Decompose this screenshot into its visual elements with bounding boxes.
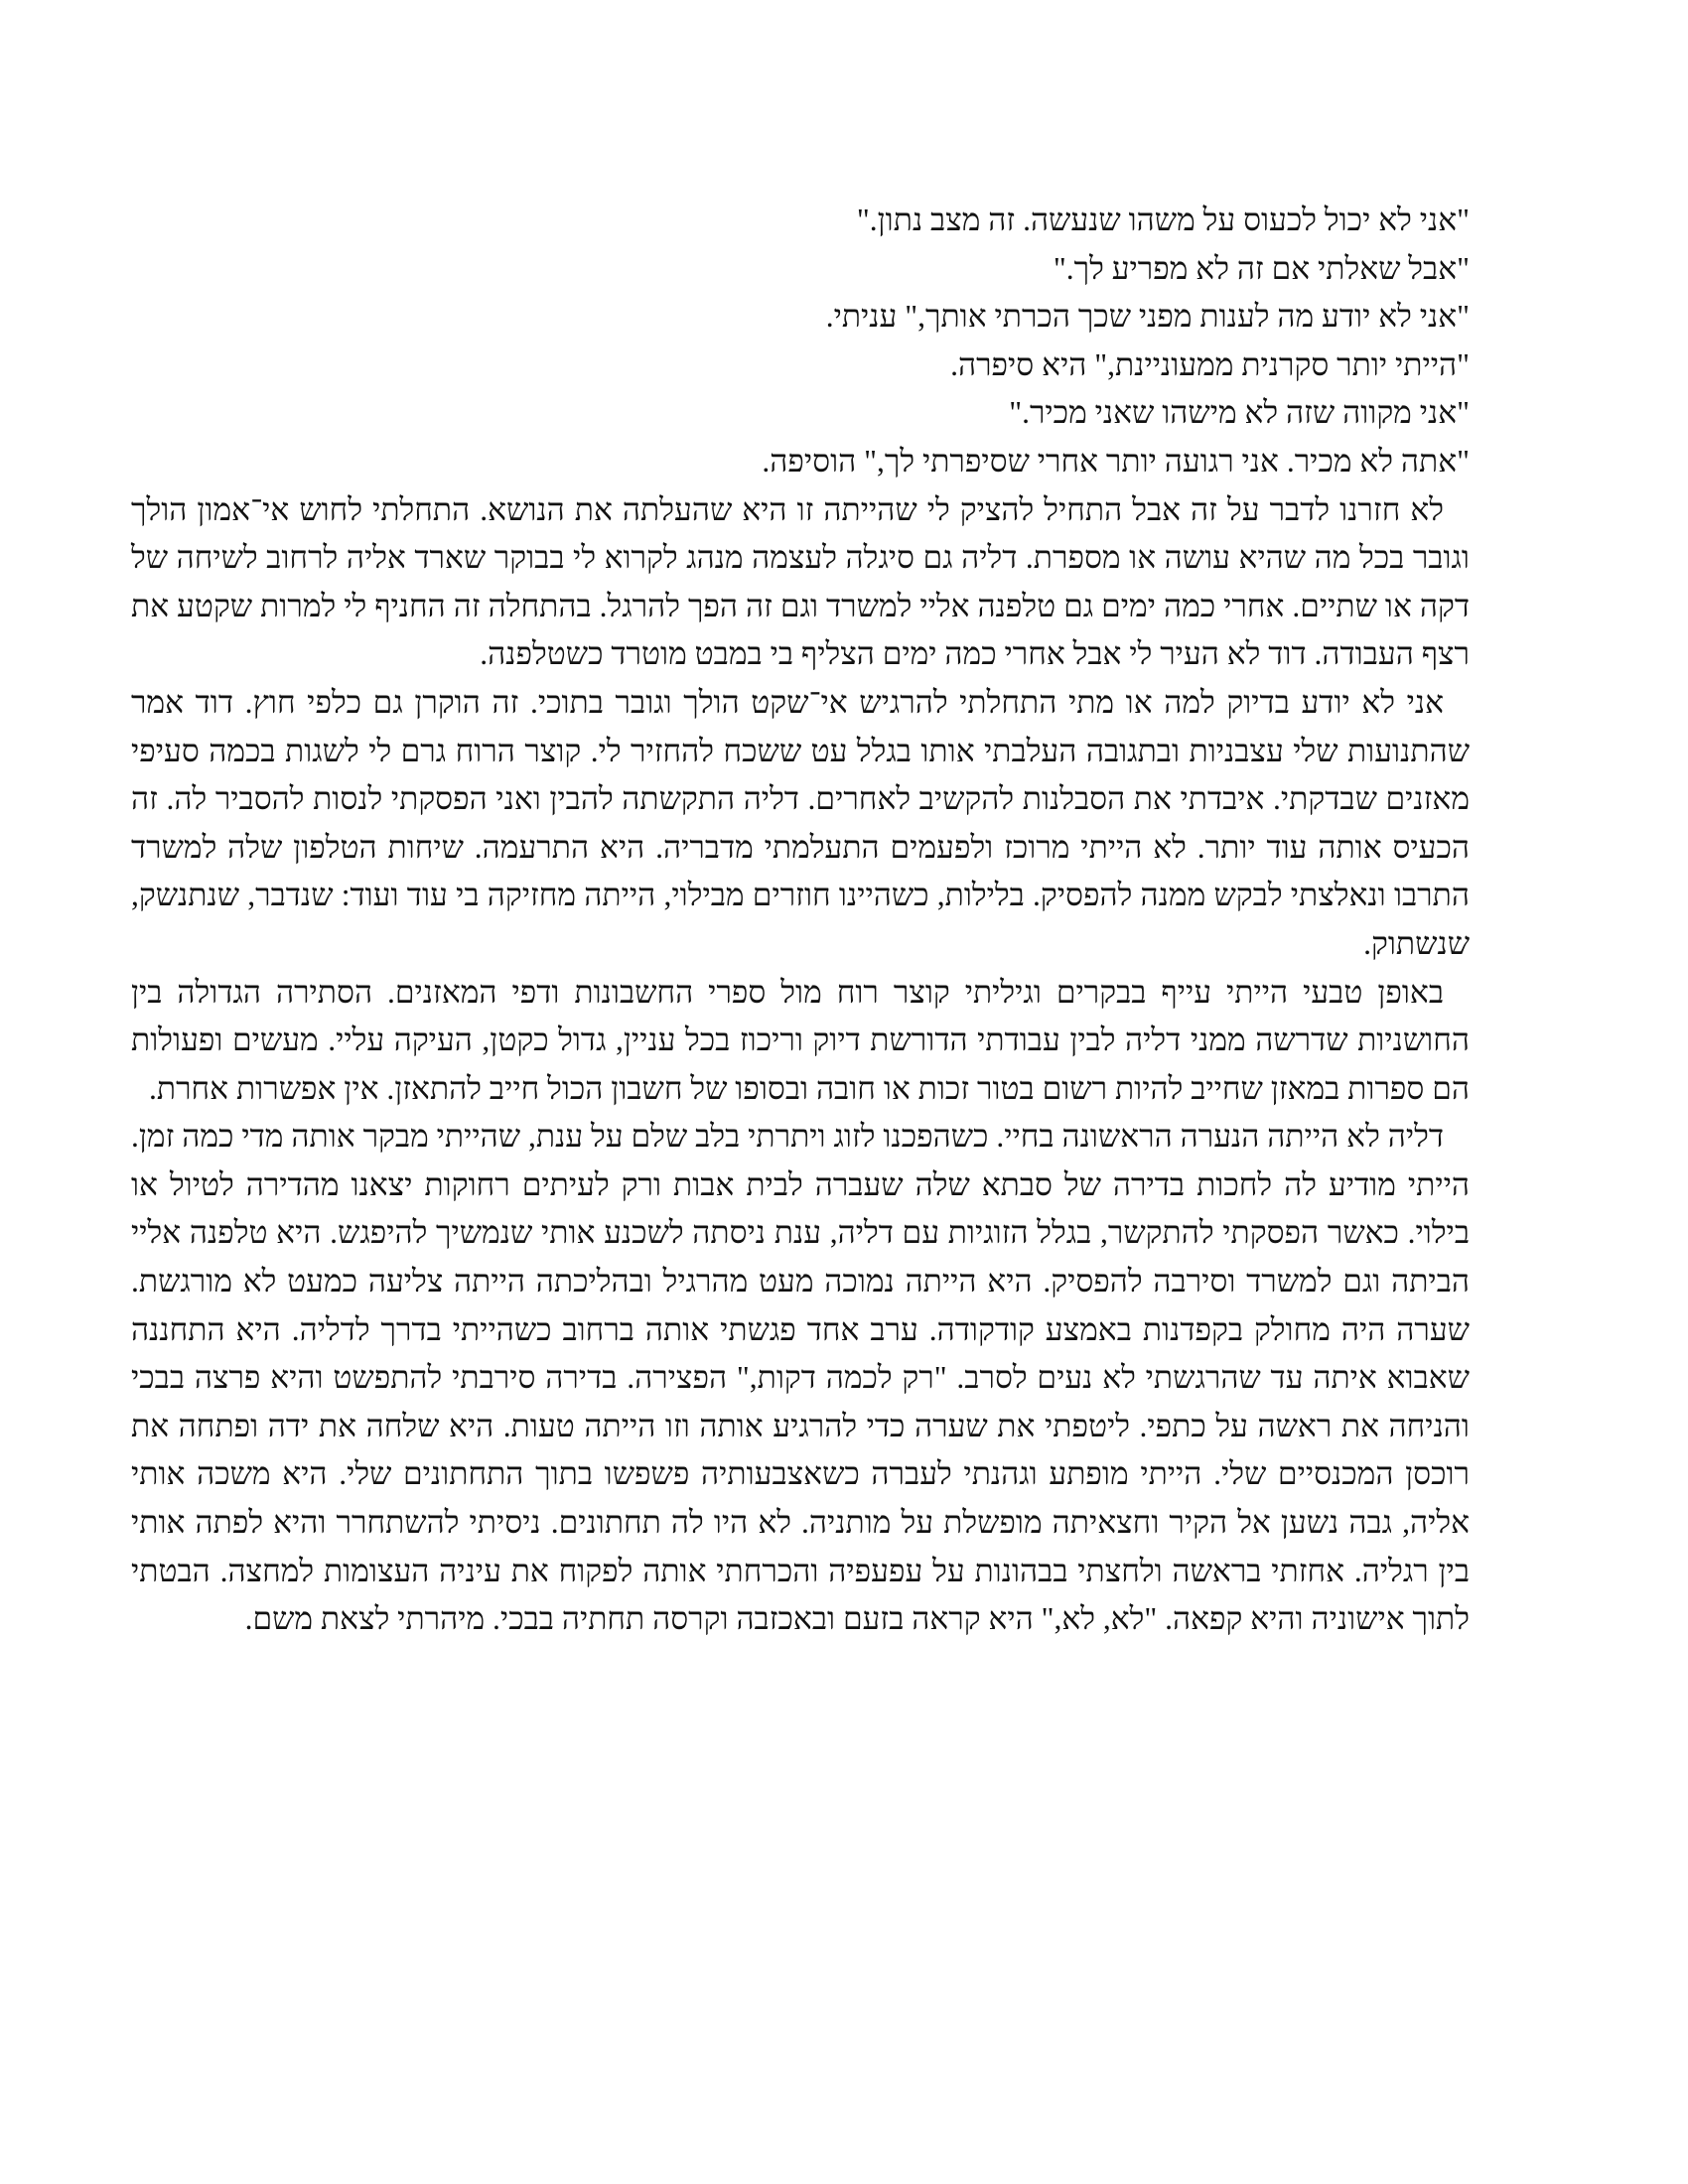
paragraph-3: באופן טבעי הייתי עייף בבקרים וגיליתי קוצר רוח מול ספרי החשבונות ודפי המאזנים. הסתירה הגדולה בין החושניות שדרשה ממני דליה לבין עבודתי הדורשת דיוק וריכוז בכל עניין, גדול כקטן, העיקה עליי. מעשים ופעולות הם ספרות במאזן שחייב להיות רשום בטור זכות או חובה ובסופו של חשבון הכול חייב להתאזן. אין אפשרות אחרת. xyxy=(131,974,1470,1106)
paragraph-4: דליה לא הייתה הנערה הראשונה בחיי. כשהפכנו לזוג ויתרתי בלב שלם על ענת, שהייתי מבקר אותה מדי כמה זמן. הייתי מודיע לה לחכות בדירה של סבתא שלה שעברה לבית אבות ורק לעיתים רחוקות יצאנו מהדירה לטיול או בילוי. כאשר הפסקתי להתקשר, בגלל הזוגיות עם דליה, ענת ניסתה לשכנע אותי שנמשיך להיפגש. היא טלפנה אליי הביתה וגם למשרד וסירבה להפסיק. היא הייתה נמוכה מעט מהרגיל ובהליכתה הייתה צליעה כמעט לא מורגשת. שערה היה מחולק בקפדנות באמצע קודקודה. ערב אחד פגשתי אותה ברחוב כשהייתי בדרך לדליה. היא התחננה שאבוא איתה עד שהרגשתי לא נעים לסרב. "רק לכמה דקות," הפצירה. בדירה סירבתי להתפשט והיא פרצה בבכי והניחה את ראשה על כתפי. ליטפתי את שערה כדי להרגיע אותה וזו הייתה טעות. היא שלחה את ידה ופתחה את רוכסן המכנסיים שלי. הייתי מופתע וגהנתי לעברה כשאצבעותיה פשפשו בתוך התחתונים שלי. היא משכה אותי אליה, גבה נשען אל הקיר וחצאיתה מופשלת על מותניה. לא היו לה תחתונים. ניסיתי להשתחרר והיא לפתה אותי בין רגליה. אחזתי בראשה ולחצתי בבהונות על עפעפיה והכרחתי אותה לפקוח את עיניה העצומות למחצה. הבטתי לתוך אישוניה והיא קפאה. "לא, לא," היא קראה בזעם ובאכזבה וקרסה תחתיה בבכי. מיהרתי לצאת משם. xyxy=(131,1119,1470,1637)
dialogue-line-4: "הייתי יותר סקרנית ממעוניינת," היא סיפרה. xyxy=(950,346,1470,382)
dialogue-line-3: "אני לא יודע מה לענות מפני שכך הכרתי אותך," עניתי. xyxy=(825,299,1470,335)
paragraph-2: אני לא יודע בדיוק למה או מתי התחלתי להרגיש אי־שקט הולך וגובר בתוכי. זה הוקרן גם כלפי חוץ. דוד אמר שהתנועות שלי עצבניות ובתגובה העלבתי אותו בגלל עט ששכח להחזיר לי. קוצר הרוח גרם לי לשגות בכמה סעיפי מאזנים שבדקתי. איבדתי את הסבלנות להקשיב לאחרים. דליה התקשתה להבין ואני הפסקתי לנסות להסביר לה. זה הכעיס אותה עוד יותר. לא הייתי מרוכז ולפעמים התעלמתי מדבריה. היא התרעמה. שיחות הטלפון שלה למשרד התרבו ונאלצתי לבקש ממנה להפסיק. בלילות, כשהיינו חוזרים מבילוי, הייתה מחזיקה בי עוד ועוד: שנדבר, שנתנשק, שנשתוק. xyxy=(131,684,1470,961)
dialogue-line-2: "אבל שאלתי אם זה לא מפריע לך." xyxy=(1053,250,1470,286)
dialogue-line-6: "אתה לא מכיר. אני רגועה יותר אחרי שסיפרתי לך," הוסיפה. xyxy=(762,443,1470,478)
body-text xyxy=(131,197,1470,1644)
dialogue-line-1: "אני לא יכול לכעוס על משהו שנעשה. זה מצב נתון." xyxy=(856,203,1470,237)
dialogue-line-5: "אני מקווה שזה לא מישהו שאני מכיר." xyxy=(1009,395,1470,431)
paragraph-1: לא חזרנו לדבר על זה אבל התחיל להציק לי שהייתה זו היא שהעלתה את הנושא. התחלתי לחוש אי־אמון הולך וגובר בכל מה שהיא עושה או מספרת. דליה גם סיגלה לעצמה מנהג לקרוא לי בבוקר שארד אליה לרחוב לשיחה של דקה או שתיים. אחרי כמה ימים גם טלפנה אליי למשרד וגם זה הפך להרגל. בהתחלה זה החניף לי למרות שקטע את רצף העבודה. דוד לא העיר לי אבל אחרי כמה ימים הצליף בי במבט מוטרד כשטלפנה. xyxy=(131,491,1470,672)
